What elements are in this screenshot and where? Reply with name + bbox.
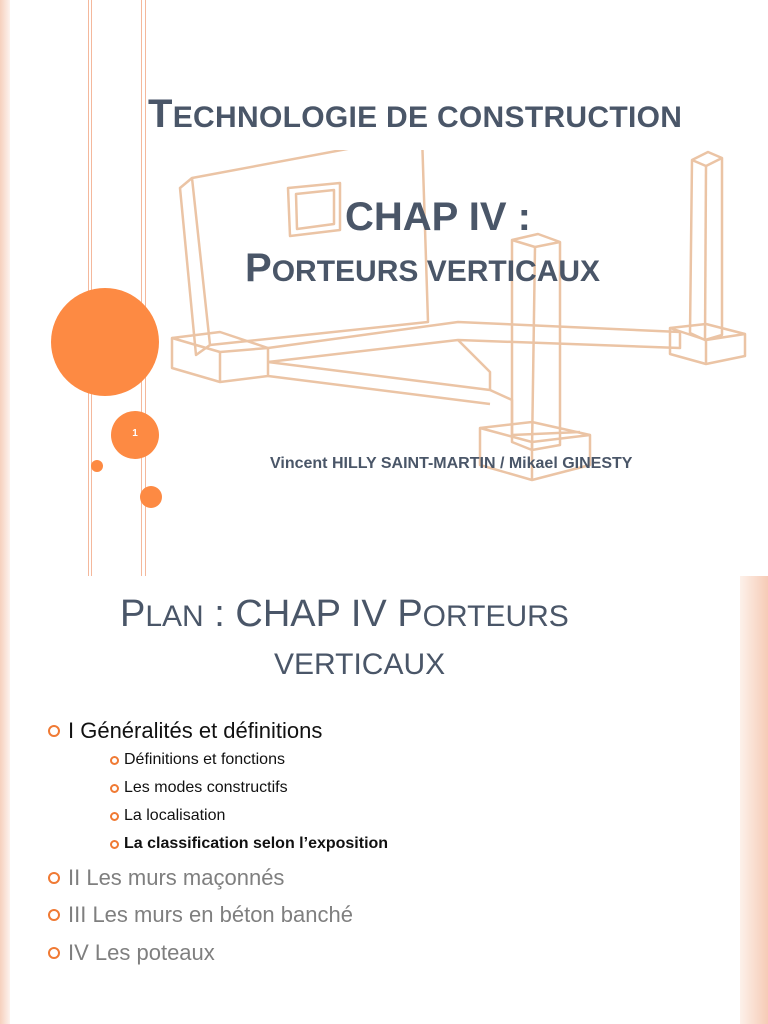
slide-title: TECHNOLOGIE DE CONSTRUCTION [148, 92, 683, 136]
decor-line [88, 0, 89, 576]
slide-left-edge [0, 576, 10, 1024]
plan-title: PLAN : CHAP IV PORTEURS [120, 593, 569, 635]
bullet-circle-icon [110, 784, 119, 793]
chapter-label: CHAP IV : [345, 195, 531, 239]
bullet-circle-icon [110, 756, 119, 765]
outline-item-3 [48, 902, 353, 928]
authors: Vincent HILLY SAINT-MARTIN / Mikael GINESTY [270, 455, 633, 472]
plan-title-line2: VERTICAUX [274, 648, 446, 681]
outline-subitem [110, 807, 225, 825]
chapter-subtitle: PORTEURS VERTICAUX [245, 246, 601, 290]
outline-subitem [110, 779, 288, 797]
outline-subitem-label: La classification selon l’exposition [124, 835, 389, 852]
decor-circle-large [51, 288, 159, 396]
decor-circle-small [91, 460, 103, 472]
outline-item-4 [48, 940, 215, 966]
decor-line [91, 0, 92, 576]
bullet-circle-icon [48, 909, 60, 921]
outline-subitem-label: Les modes constructifs [124, 779, 288, 796]
outline-item-label: IV Les poteaux [68, 940, 215, 965]
slide-left-edge [0, 0, 10, 576]
outline-subitem [110, 751, 285, 769]
outline-item-label: II Les murs maçonnés [68, 865, 285, 890]
page-number-badge [111, 411, 159, 459]
bullet-circle-icon [48, 947, 60, 959]
outline-item-1 [48, 718, 322, 744]
bullet-circle-icon [48, 872, 60, 884]
outline-item-label: I Généralités et définitions [68, 718, 323, 743]
outline-item-2 [48, 865, 284, 891]
bullet-circle-icon [48, 725, 60, 737]
bullet-circle-icon [110, 840, 119, 849]
plan-slide [0, 576, 768, 1024]
outline-item-label: III Les murs en béton banché [68, 902, 353, 927]
decor-circle-small [140, 486, 162, 508]
outline-subitem-label: La localisation [124, 807, 226, 824]
bullet-circle-icon [110, 812, 119, 821]
slide-right-edge [740, 576, 768, 1024]
page-number: 1 [132, 428, 138, 439]
outline-subitem-current [110, 835, 388, 853]
outline-subitem-label: Définitions et fonctions [124, 751, 285, 768]
